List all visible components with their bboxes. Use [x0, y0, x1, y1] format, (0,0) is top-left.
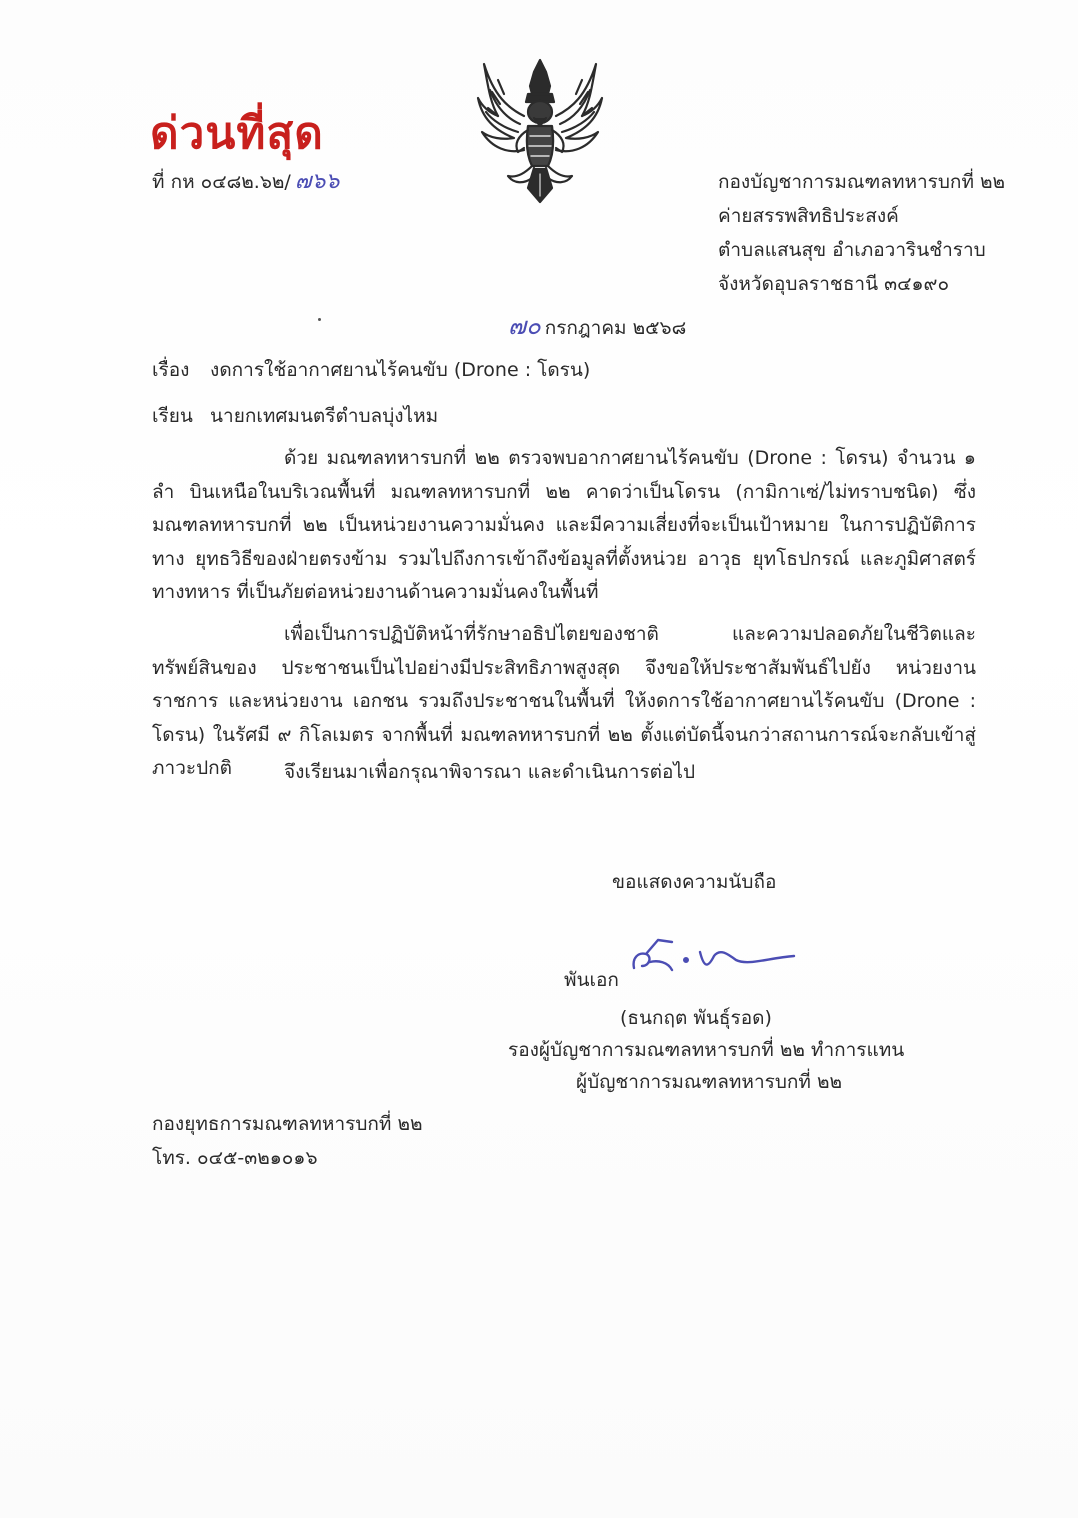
- salutation-text: นายกเทศมนตรีตำบลบุ่งไหม: [210, 405, 439, 427]
- body-paragraph-1: ด้วย มณฑลทหารบกที่ ๒๒ ตรวจพบอากาศยานไร้คนขับ (Drone : โดรน) จำนวน ๑ ลำ บินเหนือในบริเวณพื้นที่ มณฑลทหารบกที่ ๒๒ คาดว่าเป็นโดรน (กามิกาเซ่/ไม่ทราบชนิด) ซึ่ง มณฑลทหารบกที่ ๒๒ เป็นหน่วยงานความมั่นคง และมีความเสี่ยงที่จะเป็นเป้าหมาย ในการปฏิบัติการทาง ยุทธวิธีของฝ่ายตรงข้าม รวมไปถึงการเข้าถึงข้อมูลที่ตั้งหน่วย อาวุธ ยุทโธปกรณ์ และภูมิศาสตร์ทางทหาร ที่เป็นภัยต่อหน่วยงานด้านความมั่นคงในพื้นที่: [152, 447, 976, 603]
- sender-address-line-4: จังหวัดอุบลราชธานี ๓๔๑๙๐: [718, 273, 950, 295]
- stray-dot: [318, 318, 321, 321]
- signatory-position-1: รองผู้บัญชาการมณฑลทหารบกที่ ๒๒ ทำการแทน: [508, 1039, 905, 1061]
- letter-date: [508, 314, 686, 340]
- document-number-handwritten: ๗๖๖: [294, 169, 340, 194]
- salutation-line: [152, 404, 438, 428]
- handwritten-signature: [628, 932, 798, 978]
- document-number: [152, 170, 339, 194]
- regards-line: ขอแสดงความนับถือ: [612, 871, 777, 893]
- signatory-position-2: ผู้บัญชาการมณฑลทหารบกที่ ๒๒: [576, 1071, 842, 1093]
- body-paragraph-2: เพื่อเป็นการปฏิบัติหน้าที่รักษาอธิปไตยของชาติ และความปลอดภัยในชีวิตและทรัพย์สินของ ประชาชนเป็นไปอย่างมีประสิทธิภาพสูงสุด จึงขอให้ประชาสัมพันธ์ไปยัง หน่วยงานราชการ และหน่วยงาน เอกชน รวมถึงประชาชนในพื้นที่ ให้งดการใช้อากาศยานไร้คนขับ (Drone : โดรน) ในรัศมี ๙ กิโลเมตร จากพื้นที่ มณฑลทหารบกที่ ๒๒ ตั้งแต่บัดนี้จนกว่าสถานการณ์จะกลับเข้าสู่ภาวะปกติ: [152, 623, 976, 779]
- sender-address-line-1: กองบัญชาการมณฑลทหารบกที่ ๒๒: [718, 171, 1006, 193]
- sender-address-line-2: ค่ายสรรพสิทธิประสงค์: [718, 205, 899, 227]
- document-number-prefix: ที่ กห ๐๔๘๒.๖๒/: [152, 171, 291, 193]
- urgency-heading: ด่วนที่สุด: [150, 108, 324, 159]
- date-day-handwritten: ๗๐: [508, 312, 541, 340]
- garuda-emblem-icon: [474, 56, 606, 206]
- subject-text: งดการใช้อากาศยานไร้คนขับ (Drone : โดรน): [210, 359, 591, 381]
- salutation-label: เรียน: [152, 405, 193, 427]
- subject-line: [152, 358, 590, 382]
- sender-address-line-3: ตำบลแสนสุข อำเภอวารินชำราบ: [718, 239, 986, 261]
- date-month-year: กรกฎาคม ๒๕๖๘: [544, 317, 687, 339]
- subject-label: เรื่อง: [152, 359, 190, 381]
- footer-department: กองยุทธการมณฑลทหารบกที่ ๒๒: [152, 1113, 423, 1135]
- footer-phone: โทร. ๐๔๕-๓๒๑๐๑๖: [152, 1147, 318, 1169]
- signatory-rank: พันเอก: [564, 969, 619, 991]
- closing-sentence: จึงเรียนมาเพื่อกรุณาพิจารณา และดำเนินการต่อไป: [284, 761, 696, 783]
- signatory-name: (ธนกฤต พันธุ์รอด): [620, 1007, 772, 1029]
